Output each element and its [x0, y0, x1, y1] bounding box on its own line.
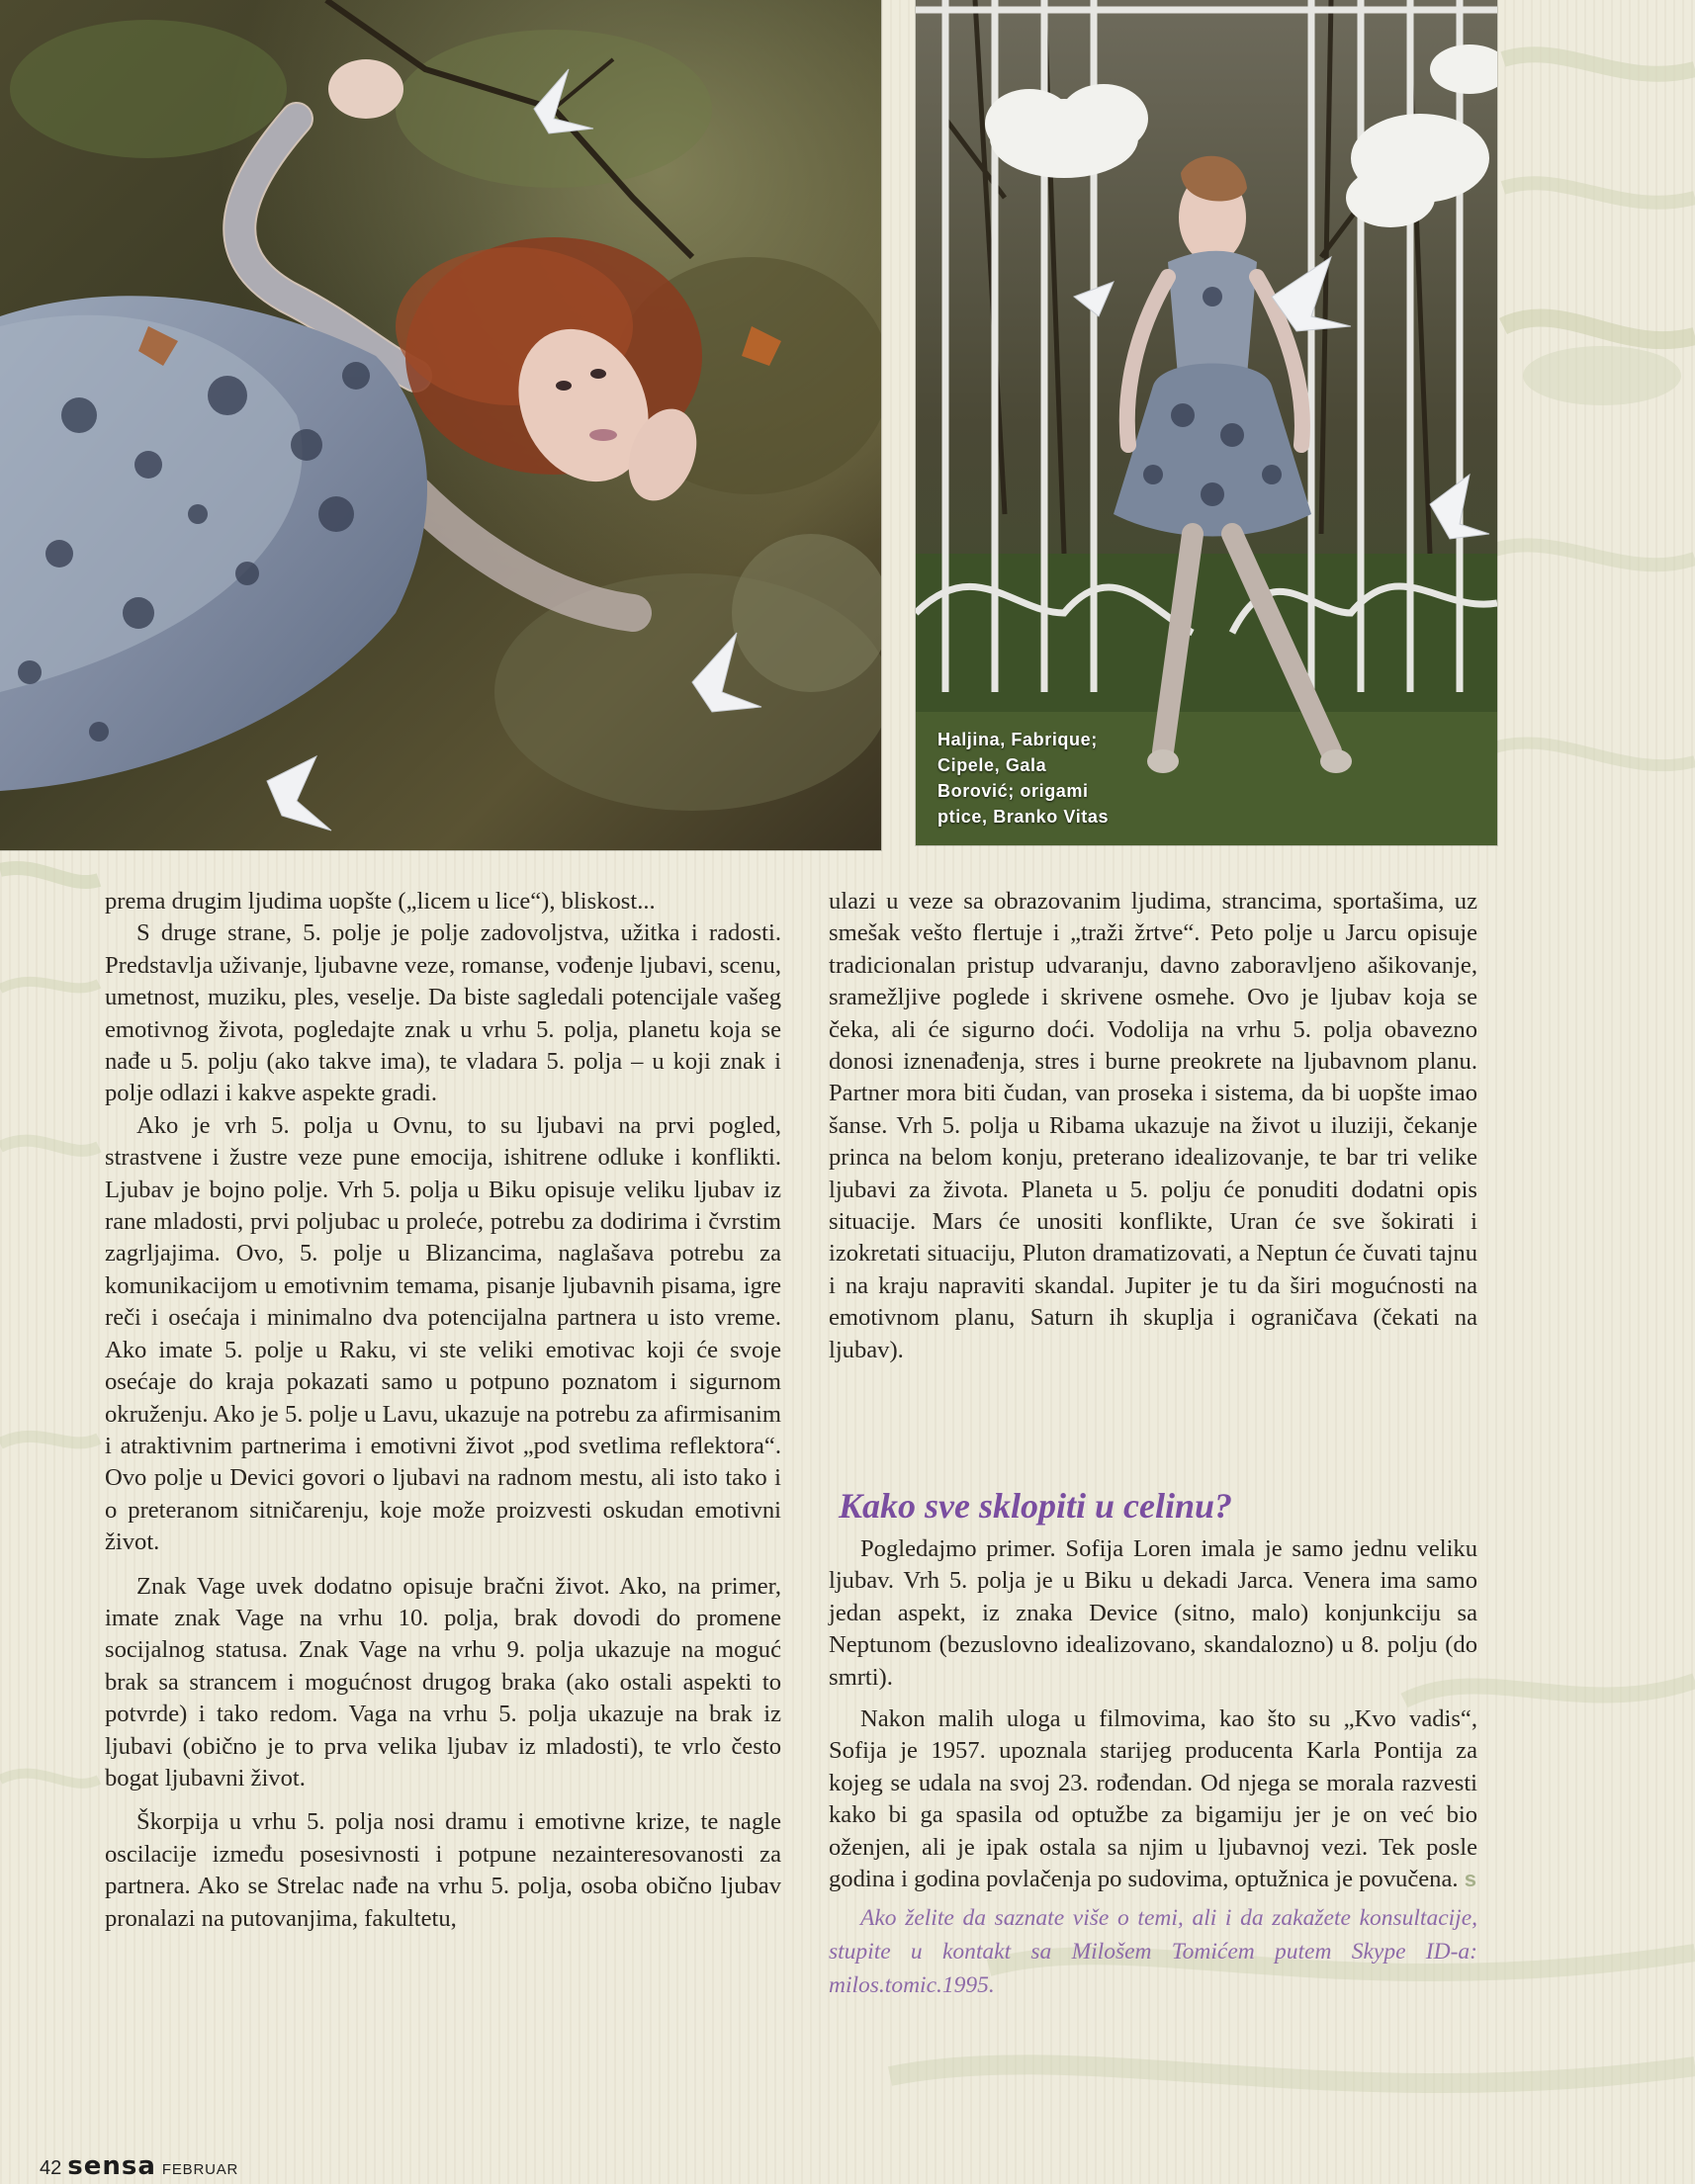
- magazine-logo: sensa: [67, 2151, 156, 2181]
- photo-woman-standing-by-gate: [916, 0, 1497, 845]
- paragraph: prema drugim ljudima uopšte („licem u lice“), bliskost...: [105, 888, 656, 915]
- paragraph: [829, 1704, 1477, 1895]
- caption-line: ptice, Branko Vitas: [937, 807, 1110, 827]
- paragraph: Znak Vage uvek dodatno opisuje bračni život. Ako, na primer, imate znak Vage na vrhu 10. polja, brak dovodi do promene socijalnog statusa. Znak Vage na vrhu 9. polja ukazuje na moguć brak sa strancem i mogućnost drugog braka (ako ostali aspekti to potvrde) i tako redom. Vaga na vrhu 5. polja ukazuje na brak iz ljubavi (obično je to prva velika ljubav iz mladosti), te vrlo često bogat ljubavni život.: [105, 1572, 781, 1791]
- caption-line: Haljina, Fabrique;: [937, 730, 1098, 749]
- caption-line: Borović; origami: [937, 781, 1089, 801]
- paragraph: Pogledajmo primer. Sofija Loren imala je samo jednu veliku ljubav. Vrh 5. polja je u Biku u dekadi Jarca. Venera ima samo jedan aspekt, iz znaka Device (sitno, malo) konjunkciju sa Neptunom (bezuslovno idealizovano, skandalozno) u 8. polju (do smrti).: [829, 1535, 1477, 1691]
- paragraph: ulazi u veze sa obrazovanim ljudima, strancima, sportašima, uz smešak vešto flertuje i „traži žrtve“. Peto polje u Jarcu opisuje tradicionalan pristup udvaranju, davno zaboravljeno ašikovanje, sramežljive poglede i skrivene osmehe. Ovo je ljubav koja se čeka, ali će sigurno doći. Vodolija na vrhu 5. polja obavezno donosi iznenađenja, stres i burne preokrete na ljubavnom planu. Partner mora biti čudan, van proseka i sistema, da bi uopšte imao šanse. Vrh 5. polja u Ribama ukazuje na život u iluziji, čekanje princa na belom konju, preterano idealizovanje, te bar tri velike ljubavi za života. Planeta u 5. polju će ponuditi dodatni opis situacije. Mars će unositi konflikte, Uran će sve šokirati i izokretati situaciju, Pluton dramatizovati, a Neptun će čuvati tajnu i na kraju napraviti skandal. Jupiter je tu da širi mogućnosti na emotivnom planu, Saturn ih skuplja i ograničava (čekati na ljubav).: [829, 888, 1477, 1363]
- author-contact-note: Ako želite da saznate više o temi, ali i da zakažete konsultacije, stupite u kontakt sa Milošem Tomićem putem Skype ID-a: milos.tomic.1995.: [829, 1905, 1477, 1999]
- article-column-right: [829, 886, 1477, 1366]
- photo-woman-lying-in-forest: [0, 0, 881, 850]
- issue-month: FEBRUAR: [161, 2161, 239, 2178]
- paragraph-text: Nakon malih uloga u filmovima, kao što su „Kvo vadis“, Sofija je 1957. upoznala starijeg producenta Karla Pontija za kojeg se udala na svoj 23. rođendan. Od njega se morala razvesti kako bi ga spasila od optužbe za bigamiju jer je on već bio oženjen, ali je ipak ostala sa njim u ljubavnoj vezi. Tek posle godina i godina povlačenja po sudovima, optužnica je povučena.: [829, 1705, 1477, 1893]
- paragraph: Ako je vrh 5. polja u Ovnu, to su ljubavi na prvi pogled, strastvene i žustre veze pune emocija, ishitrene odluke i konflikti. Ljubav je bojno polje. Vrh 5. polja u Biku opisuje veliku ljubav iz rane mladosti, prvi poljubac u proleće, potrebu za dodirima i čvrstim zagrljajima. Ovo, 5. polje u Blizancima, naglašava potrebu za komunikacijom u emotivnim temama, pisanje ljubavnih pisama, igre reči i osećaja i minimalno dva potencijalna partnera u isto vreme. Ako imate 5. polje u Raku, vi ste veliki emotivac koji će svoje osećaje do kraja pokazati samo u potpuno poznatom i sigurnom okruženju. Ako je 5. polje u Lavu, ukazuje na potrebu za afirmisanim i atraktivnim partnerima i emotivni život „pod svetlima reflektora“. Ovo polje u Devici govori o ljubavi na radnom mestu, ali isto tako i o preteranom sitničarenju, koje može proizvesti oskudan emotivni život.: [105, 1111, 781, 1556]
- article-column-left: [105, 886, 781, 1935]
- page-footer: [40, 2151, 238, 2181]
- article-column-right-section: [829, 1533, 1477, 2002]
- end-mark-icon: s: [1464, 1867, 1476, 1892]
- paragraph: S druge strane, 5. polje je polje zadovoljstva, užitka i radosti. Predstavlja uživanje, ljubavne veze, romanse, vođenje ljubavi, scenu, umetnost, muziku, ples, veselje. Da biste sagledali potencijale vašeg emotivnog života, pogledajte znak u vrhu 5. polja, planetu koja se nađe u 5. polju (ako takve ima), te vladara 5. polja – u koji znak i polje odlazi i kakve aspekte gradi.: [105, 919, 781, 1107]
- page-number: 42: [40, 2157, 62, 2179]
- caption-line: Cipele, Gala: [937, 755, 1047, 775]
- photo-caption: [937, 727, 1165, 830]
- paragraph: Škorpija u vrhu 5. polja nosi dramu i emotivne krize, te nagle oscilacije između posesivnosti i potpune nezainteresovanosti za partnera. Ako se Strelac nađe na vrhu 5. polja, osoba obično ljubav pronalazi na putovanjima, fakultetu,: [105, 1808, 781, 1932]
- section-heading: Kako sve sklopiti u celinu?: [839, 1486, 1233, 1526]
